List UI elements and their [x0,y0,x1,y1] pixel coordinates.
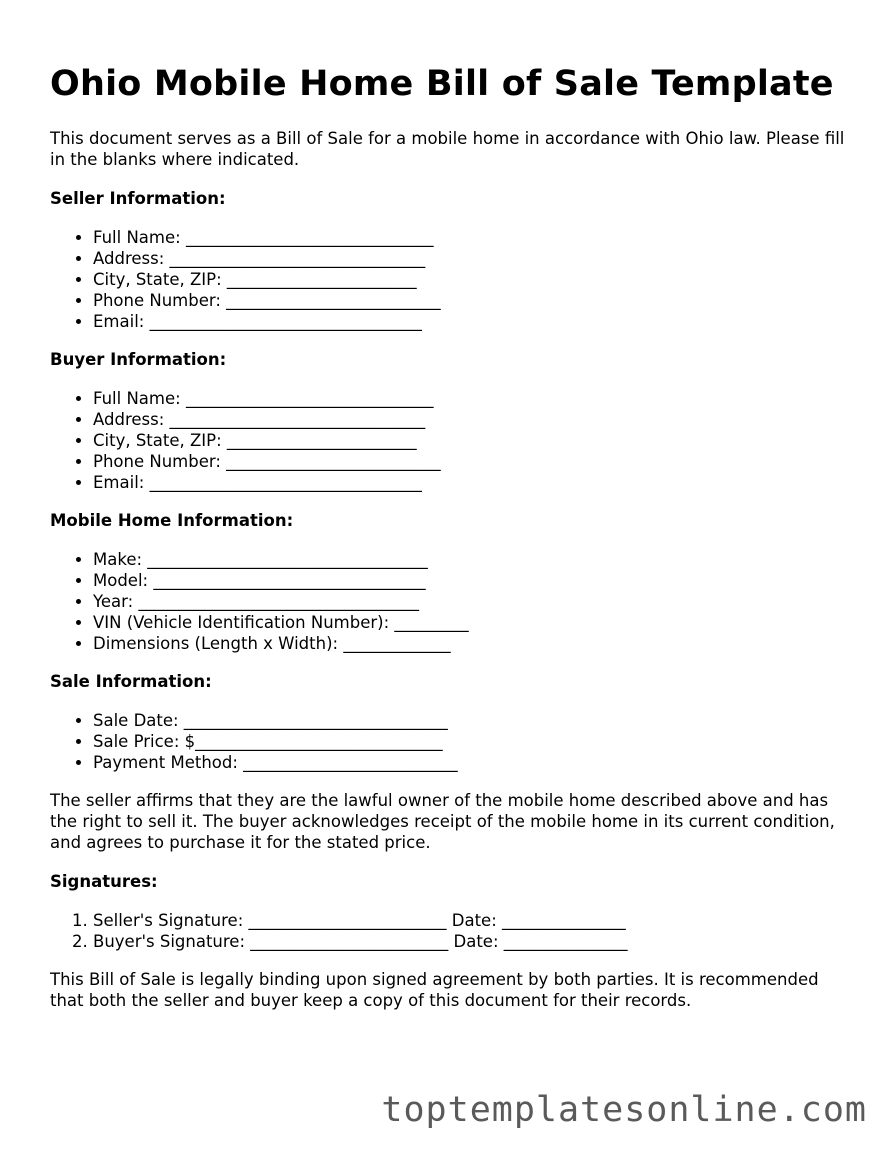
buyer-email: • Email: _________________________________ [93,472,850,493]
closing-paragraph: This Bill of Sale is legally binding upon signed agreement by both parties. It is recommended that both the seller and buyer keep a copy of this document for their records. [50,970,819,1010]
document-title: Ohio Mobile Home Bill of Sale Template [50,64,834,104]
seller-email: • Email: _________________________________ [93,311,850,332]
document-page [50,60,850,1011]
buyer-city-state-zip: • City, State, ZIP: _______________________ [93,430,850,451]
signatures-list [50,910,850,952]
home-year: • Year: __________________________________ [93,591,850,612]
home-dimensions: • Dimensions (Length x Width): _____________ [93,633,850,654]
buyer-phone: • Phone Number: __________________________ [93,451,850,472]
buyer-heading: Buyer Information: [50,350,227,369]
sale-list [50,710,850,773]
home-vin: • VIN (Vehicle Identification Number): _________ [93,612,850,633]
sale-heading: Sale Information: [50,672,212,691]
buyer-address: • Address: _______________________________ [93,409,850,430]
seller-city-state-zip: • City, State, ZIP: _______________________ [93,269,850,290]
signatures-heading: Signatures: [50,872,158,891]
seller-heading: Seller Information: [50,189,226,208]
home-heading: Mobile Home Information: [50,511,294,530]
home-list [50,549,850,654]
sale-payment-method: • Payment Method: __________________________ [93,752,850,773]
home-make: • Make: __________________________________ [93,549,850,570]
seller-signature-line: 1. Seller's Signature: ________________________ Date: _______________ [93,910,850,931]
seller-address: • Address: _______________________________ [93,248,850,269]
buyer-list [50,388,850,493]
seller-list [50,227,850,332]
seller-full-name: • Full Name: ______________________________ [93,227,850,248]
affirmation-paragraph: The seller affirms that they are the lawful owner of the mobile home described above and has the right to sell it. The buyer acknowledges receipt of the mobile home in its current condition, and agrees to purchase it for the stated price. [50,791,835,852]
watermark-text: toptemplatesonline.com [381,1090,867,1130]
sale-date: • Sale Date: ________________________________ [93,710,850,731]
home-model: • Model: _________________________________ [93,570,850,591]
seller-phone: • Phone Number: __________________________ [93,290,850,311]
intro-paragraph: This document serves as a Bill of Sale for a mobile home in accordance with Ohio law. Please fill in the blanks where indicated. [50,129,845,169]
sale-price: • Sale Price: $______________________________ [93,731,850,752]
buyer-full-name: • Full Name: ______________________________ [93,388,850,409]
buyer-signature-line: 2. Buyer's Signature: ________________________ Date: _______________ [93,931,850,952]
